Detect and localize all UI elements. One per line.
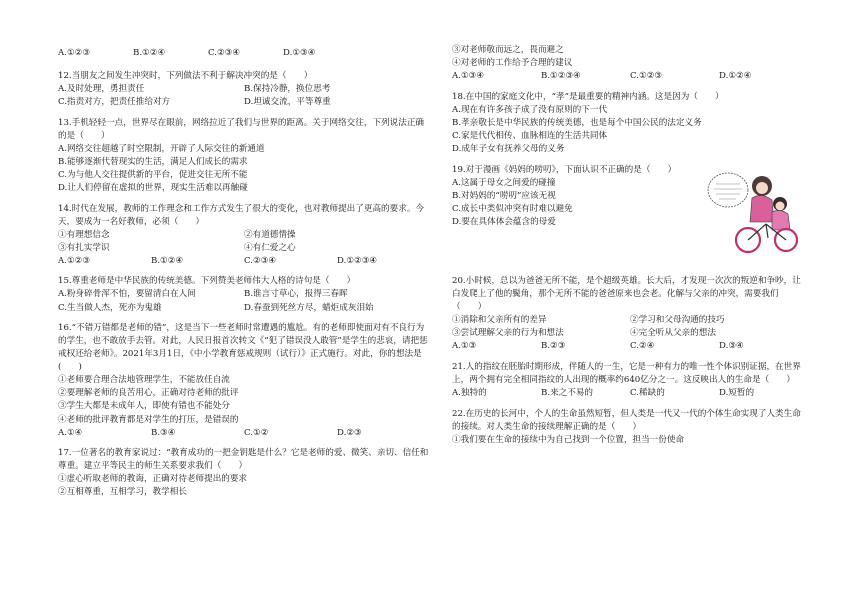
- question: [58, 70, 430, 109]
- statement: ①有理想信念: [58, 229, 110, 240]
- statement: ①虚心听取老师的教诲，正确对待老师提出的要求: [58, 474, 248, 485]
- statement: ②要理解老师的良苦用心，正确对待老师的批评: [58, 388, 239, 399]
- statement-row: [452, 327, 808, 340]
- question: [452, 361, 808, 400]
- question-19: [452, 164, 808, 268]
- option: D.短暂的: [719, 388, 755, 398]
- option: D.要在具体体会蕴含的母爱: [452, 216, 556, 227]
- statement: ④完全听从父亲的想法: [630, 328, 716, 339]
- question-stem: 13.手机轻轻一点，世界尽在眼前，网络拉近了我们与世界的距离。关于网络交往，下列说法正确的是（ ）: [58, 117, 425, 141]
- question: [452, 408, 808, 447]
- statement: ②互相尊重，互相学习，教学相长: [58, 487, 187, 498]
- question: [58, 117, 430, 195]
- option: B.能够逐渐代替现实的生活，满足人们成长的需求: [58, 156, 248, 167]
- option: C.②③④: [208, 48, 241, 58]
- option-row: [452, 340, 808, 353]
- statement: ①消除和父亲所有的差异: [452, 315, 547, 326]
- option: D.坦诚交流，平等尊重: [244, 97, 331, 108]
- question: [58, 203, 430, 268]
- question-stem: 17.一位著名的教育家说过：“教育成功的一把金钥匙是什么？它是老师的爱、微笑、亲切、信任和尊重。建立平等民主的师生关系要求我们（ ）: [58, 448, 429, 472]
- option-row: [58, 302, 430, 315]
- option: D.成年子女有抚养父母的义务: [452, 143, 565, 154]
- option: D.①②④: [719, 71, 752, 82]
- statement: ③学生大都是未成年人，即使有错也不能处分: [58, 401, 230, 412]
- option: A.及时处理，勇担责任: [58, 84, 145, 95]
- statement: ③对老师敬而远之，畏而避之: [452, 45, 564, 55]
- option: B.对妈妈的“唠叨”应该无视: [452, 190, 556, 201]
- statement: ②学习和父母沟通的技巧: [630, 315, 725, 326]
- q11-options: [58, 47, 358, 60]
- question: [452, 275, 808, 353]
- question-stem: 19.对于漫画《妈妈的唠叨》，下面认识不正确的是（ ）: [452, 164, 677, 175]
- option: C.稀缺的: [630, 388, 665, 398]
- statement: ③尝试理解父亲的行为和想法: [452, 328, 564, 339]
- left-column: [58, 70, 430, 507]
- option: B.①②④: [151, 255, 184, 266]
- option-row: [58, 288, 430, 301]
- option: B.①②④: [133, 48, 166, 58]
- option: C.指责对方，把责任推给对方: [58, 97, 171, 108]
- option: C.②③④: [244, 255, 277, 266]
- option: A.这属于母女之间爱的碰撞: [452, 177, 556, 188]
- option: B.②③: [541, 341, 566, 352]
- option: C.成长中类似冲突有时难以避免: [452, 203, 573, 214]
- question-stem: 12.当朋友之间发生冲突时，下列做法不利于解决冲突的是（ ）: [58, 71, 313, 81]
- question: [58, 275, 430, 314]
- question-stem: 18.在中国的家庭文化中，“孝”是最重要的精神内涵。这是因为（ ）: [452, 91, 724, 102]
- option-row: [452, 387, 808, 400]
- statement: ①我们要在生命的接续中为自己找到一个位置，担当一份使命: [452, 434, 685, 445]
- question: [452, 91, 808, 156]
- question-stem: 16.“不错万错都是老师的错”，这是当下一些老师时常遭遇的尴尬。有的老师即使面对有不良行为的学生，也不敢放手去管。对此，人民日报首次转文《“犯了错误没人敢管”是学生的悲哀，请把惩戒权还给老师》。2021年3月1日，《中小学教育惩戒规则（试行）》正式施行。对此，你的想法是( ): [58, 323, 428, 373]
- right-column: [452, 44, 808, 454]
- option: A.网络交往超越了时空限制，开辟了人际交往的新通道: [58, 143, 265, 154]
- option: C.为与他人交往提供新的平台，促进交往无所不能: [58, 169, 248, 180]
- option-row: [58, 427, 430, 440]
- statement: ④有仁爱之心: [244, 242, 296, 253]
- option: A.①③④: [452, 71, 485, 82]
- option-row: [58, 96, 430, 109]
- option-row: [58, 83, 430, 96]
- option: B.保持冷静，换位思考: [244, 84, 331, 95]
- statement-row: [58, 229, 430, 242]
- option: C.生当做人杰，死亦为鬼雄: [58, 302, 162, 313]
- option: D.春蚕到死丝方尽，蜡炬成灰泪始: [244, 302, 374, 313]
- statement: ①老师要合理合法地管理学生，不能放任自流: [58, 375, 230, 386]
- q17-options: [452, 70, 808, 83]
- option-row: [58, 255, 430, 268]
- option: C.①②③: [630, 71, 663, 82]
- option: D.③④: [719, 341, 744, 352]
- statement-row: [452, 314, 808, 327]
- right-questions-after: [452, 275, 808, 447]
- statement: ④老师的批评教育都是对学生的打压，是错误的: [58, 414, 239, 425]
- option: B.谁言寸草心，报得三春晖: [244, 289, 348, 300]
- option: A.①②③: [58, 255, 91, 266]
- option: A.粉身碎骨浑不怕，要留清白在人间: [58, 289, 196, 300]
- statement: ④对老师的工作给予合理的建议: [452, 58, 573, 69]
- option: D.①②③④: [337, 255, 378, 266]
- option: D.①③④: [283, 48, 316, 58]
- question-stem: 20.小时候，总以为爸爸无所不能，是个超级英雄。长大后，才发现一次次的叛逆和争吵，让白发爬上了他的鬓角，那个无所不能的爸爸原来也会老。化解与父亲的冲突，需要我们（ ）: [452, 276, 801, 313]
- option: A.①③: [452, 341, 477, 352]
- option: C.家是代代相传、血脉相连的生活共同体: [452, 130, 608, 141]
- option: D.②③: [337, 427, 362, 438]
- option: A.现在有许多孩子成了没有原则的下一代: [452, 104, 608, 115]
- option: B.①②③④: [541, 71, 581, 82]
- statement: ②有道德情操: [244, 229, 296, 240]
- option: B.孝亲敬长是中华民族的传统美德，也是每个中国公民的法定义务: [452, 117, 702, 128]
- option: A.①②③: [58, 48, 91, 58]
- comic-illustration: [706, 170, 802, 256]
- option: B.来之不易的: [541, 388, 594, 398]
- option: A.①④: [58, 427, 83, 438]
- statement-row: [58, 242, 430, 255]
- question: [58, 447, 430, 499]
- question-stem: 14.时代在发展，教师的工作理念和工作方式发生了很大的变化，也对教师提出了更高的要求。今天，要成为一名好教师，必须（ ）: [58, 203, 425, 227]
- question-stem: 22.在历史的长河中，个人的生命虽然短暂，但人类是一代又一代的个体生命实现了人类生命的接续。对人类生命的接续理解正确的是（ ）: [452, 408, 801, 432]
- option: D.让人们停留在虚拟的世界，现实生活难以再触碰: [58, 183, 248, 193]
- option: B.③④: [151, 427, 176, 438]
- question: [58, 322, 430, 440]
- option: C.①②: [244, 427, 269, 438]
- option: A.独特的: [452, 388, 487, 398]
- q17-continued: [452, 44, 808, 83]
- question-stem: 15.尊重老师是中华民族的传统美德。下列赞美老师伟大人格的诗句是（ ）: [58, 276, 356, 287]
- question-stem: 21.人的指纹在胚胎时期形成，伴随人的一生，它是一种有力的唯一性个体识别证据，在世界上，两个拥有完全相同指纹的人出现的概率约640亿分之一。这反映出人的生命是（ ）: [452, 361, 801, 385]
- right-questions: [452, 91, 808, 156]
- option: C.②④: [630, 341, 655, 352]
- statement: ③有扎实学识: [58, 242, 110, 253]
